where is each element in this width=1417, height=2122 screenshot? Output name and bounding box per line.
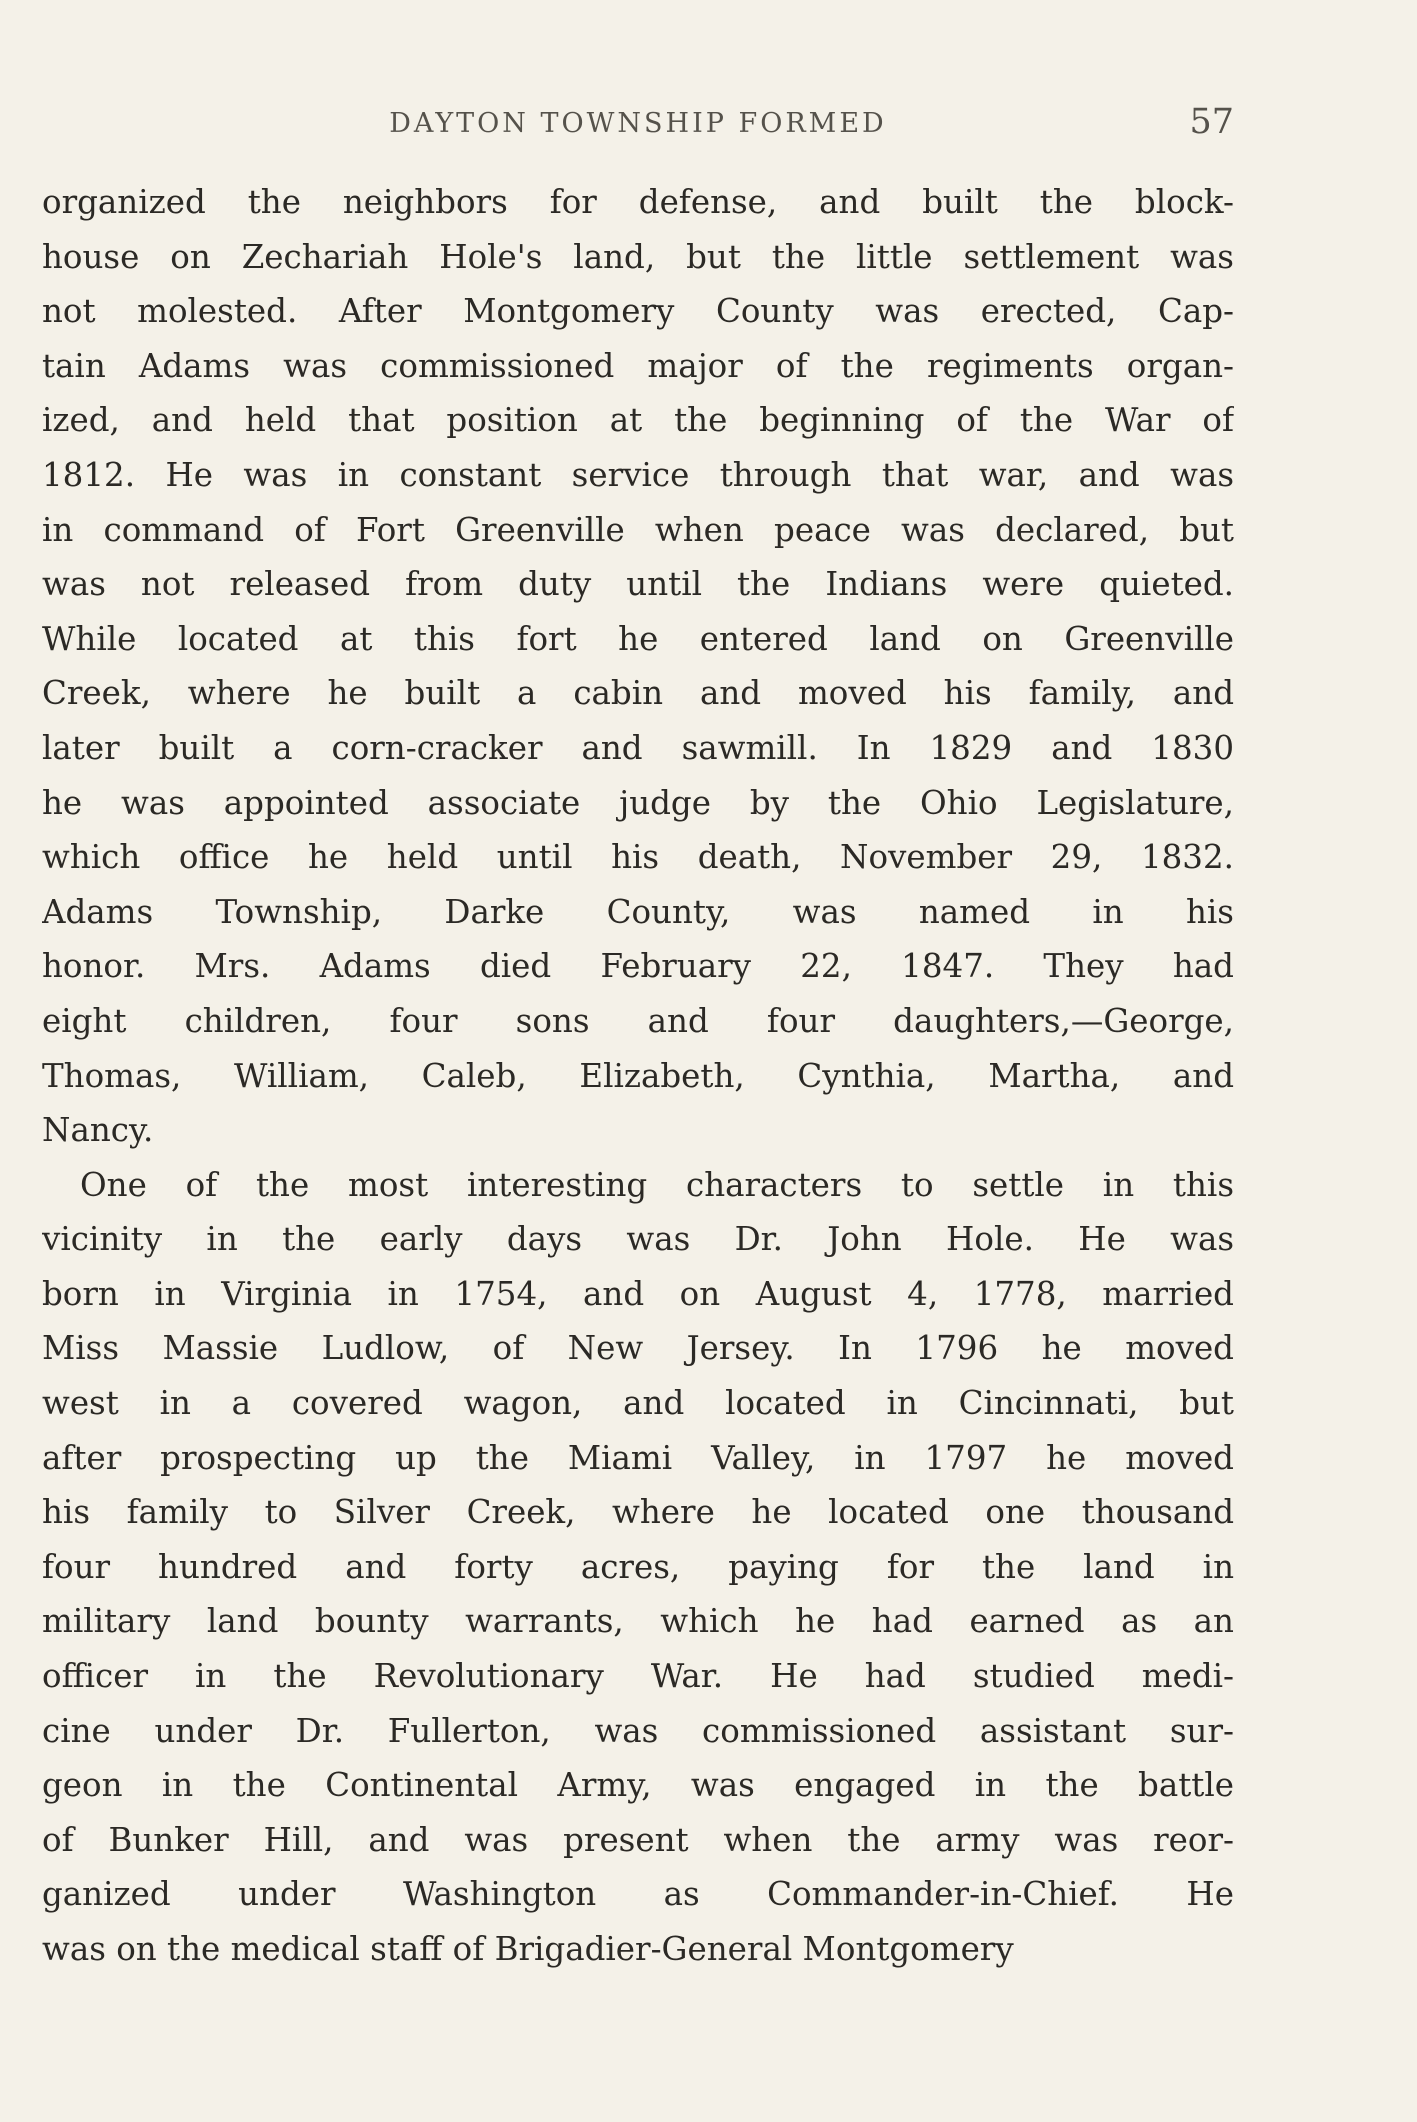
paragraph (42, 1158, 1234, 1977)
text-line: which office he held until his death, November 29, 1832. (42, 838, 1234, 877)
text-line: of Bunker Hill, and was present when the army was reor- (42, 1820, 1234, 1859)
text-line: was not released from duty until the Indians were quieted. (42, 565, 1234, 604)
text-line: was on the medical staff of Brigadier-General Montgomery (42, 1930, 1014, 1968)
page-number: 57 (1189, 102, 1234, 142)
text-line: vicinity in the early days was Dr. John Hole. He was (42, 1220, 1234, 1259)
text-line: ized, and held that position at the beginning of the War of (42, 401, 1234, 440)
body-text (42, 175, 1234, 1977)
text-line: he was appointed associate judge by the Ohio Legislature, (42, 783, 1234, 822)
text-line: organized the neighbors for defense, and built the block- (42, 183, 1234, 221)
text-line: geon in the Continental Army, was engaged in the battle (42, 1766, 1234, 1805)
paragraph (42, 175, 1234, 1158)
text-line: Creek, where he built a cabin and moved his family, and (42, 674, 1234, 713)
text-line: west in a covered wagon, and located in Cincinnati, but (42, 1384, 1234, 1423)
text-line: While located at this fort he entered land on Greenville (42, 619, 1234, 658)
text-line: ganized under Washington as Commander-in-Chief. He (42, 1875, 1234, 1914)
text-line: One of the most interesting characters to settle in this (80, 1165, 1234, 1204)
text-line: house on Zechariah Hole's land, but the little settlement was (42, 237, 1234, 276)
running-title: DAYTON TOWNSHIP FORMED (389, 108, 887, 139)
text-line: Adams Township, Darke County, was named in his (42, 892, 1234, 931)
text-line: 1812. He was in constant service through that war, and was (42, 455, 1234, 494)
text-line: four hundred and forty acres, paying for the land in (42, 1547, 1234, 1586)
text-line: after prospecting up the Miami Valley, in 1797 he moved (42, 1438, 1234, 1477)
text-line: in command of Fort Greenville when peace was declared, but (42, 510, 1234, 549)
text-line: tain Adams was commissioned major of the regiments organ- (42, 346, 1234, 385)
text-line: his family to Silver Creek, where he located one thousand (42, 1493, 1234, 1532)
text-line: Nancy. (42, 1111, 154, 1150)
text-line: military land bounty warrants, which he had earned as an (42, 1602, 1234, 1641)
text-line: Miss Massie Ludlow, of New Jersey. In 1796 he moved (42, 1329, 1234, 1368)
text-line: Thomas, William, Caleb, Elizabeth, Cynthia, Martha, and (42, 1056, 1234, 1095)
text-line: not molested. After Montgomery County was erected, Cap- (42, 292, 1234, 331)
page-header (42, 102, 1234, 152)
text-line: officer in the Revolutionary War. He had studied medi- (42, 1657, 1234, 1696)
text-line: eight children, four sons and four daughters,—George, (42, 1001, 1234, 1040)
text-line: born in Virginia in 1754, and on August 4, 1778, married (42, 1274, 1234, 1313)
text-line: cine under Dr. Fullerton, was commissioned assistant sur- (42, 1711, 1234, 1750)
text-line: honor. Mrs. Adams died February 22, 1847. They had (42, 947, 1234, 986)
text-line: later built a corn-cracker and sawmill. In 1829 and 1830 (42, 728, 1234, 767)
